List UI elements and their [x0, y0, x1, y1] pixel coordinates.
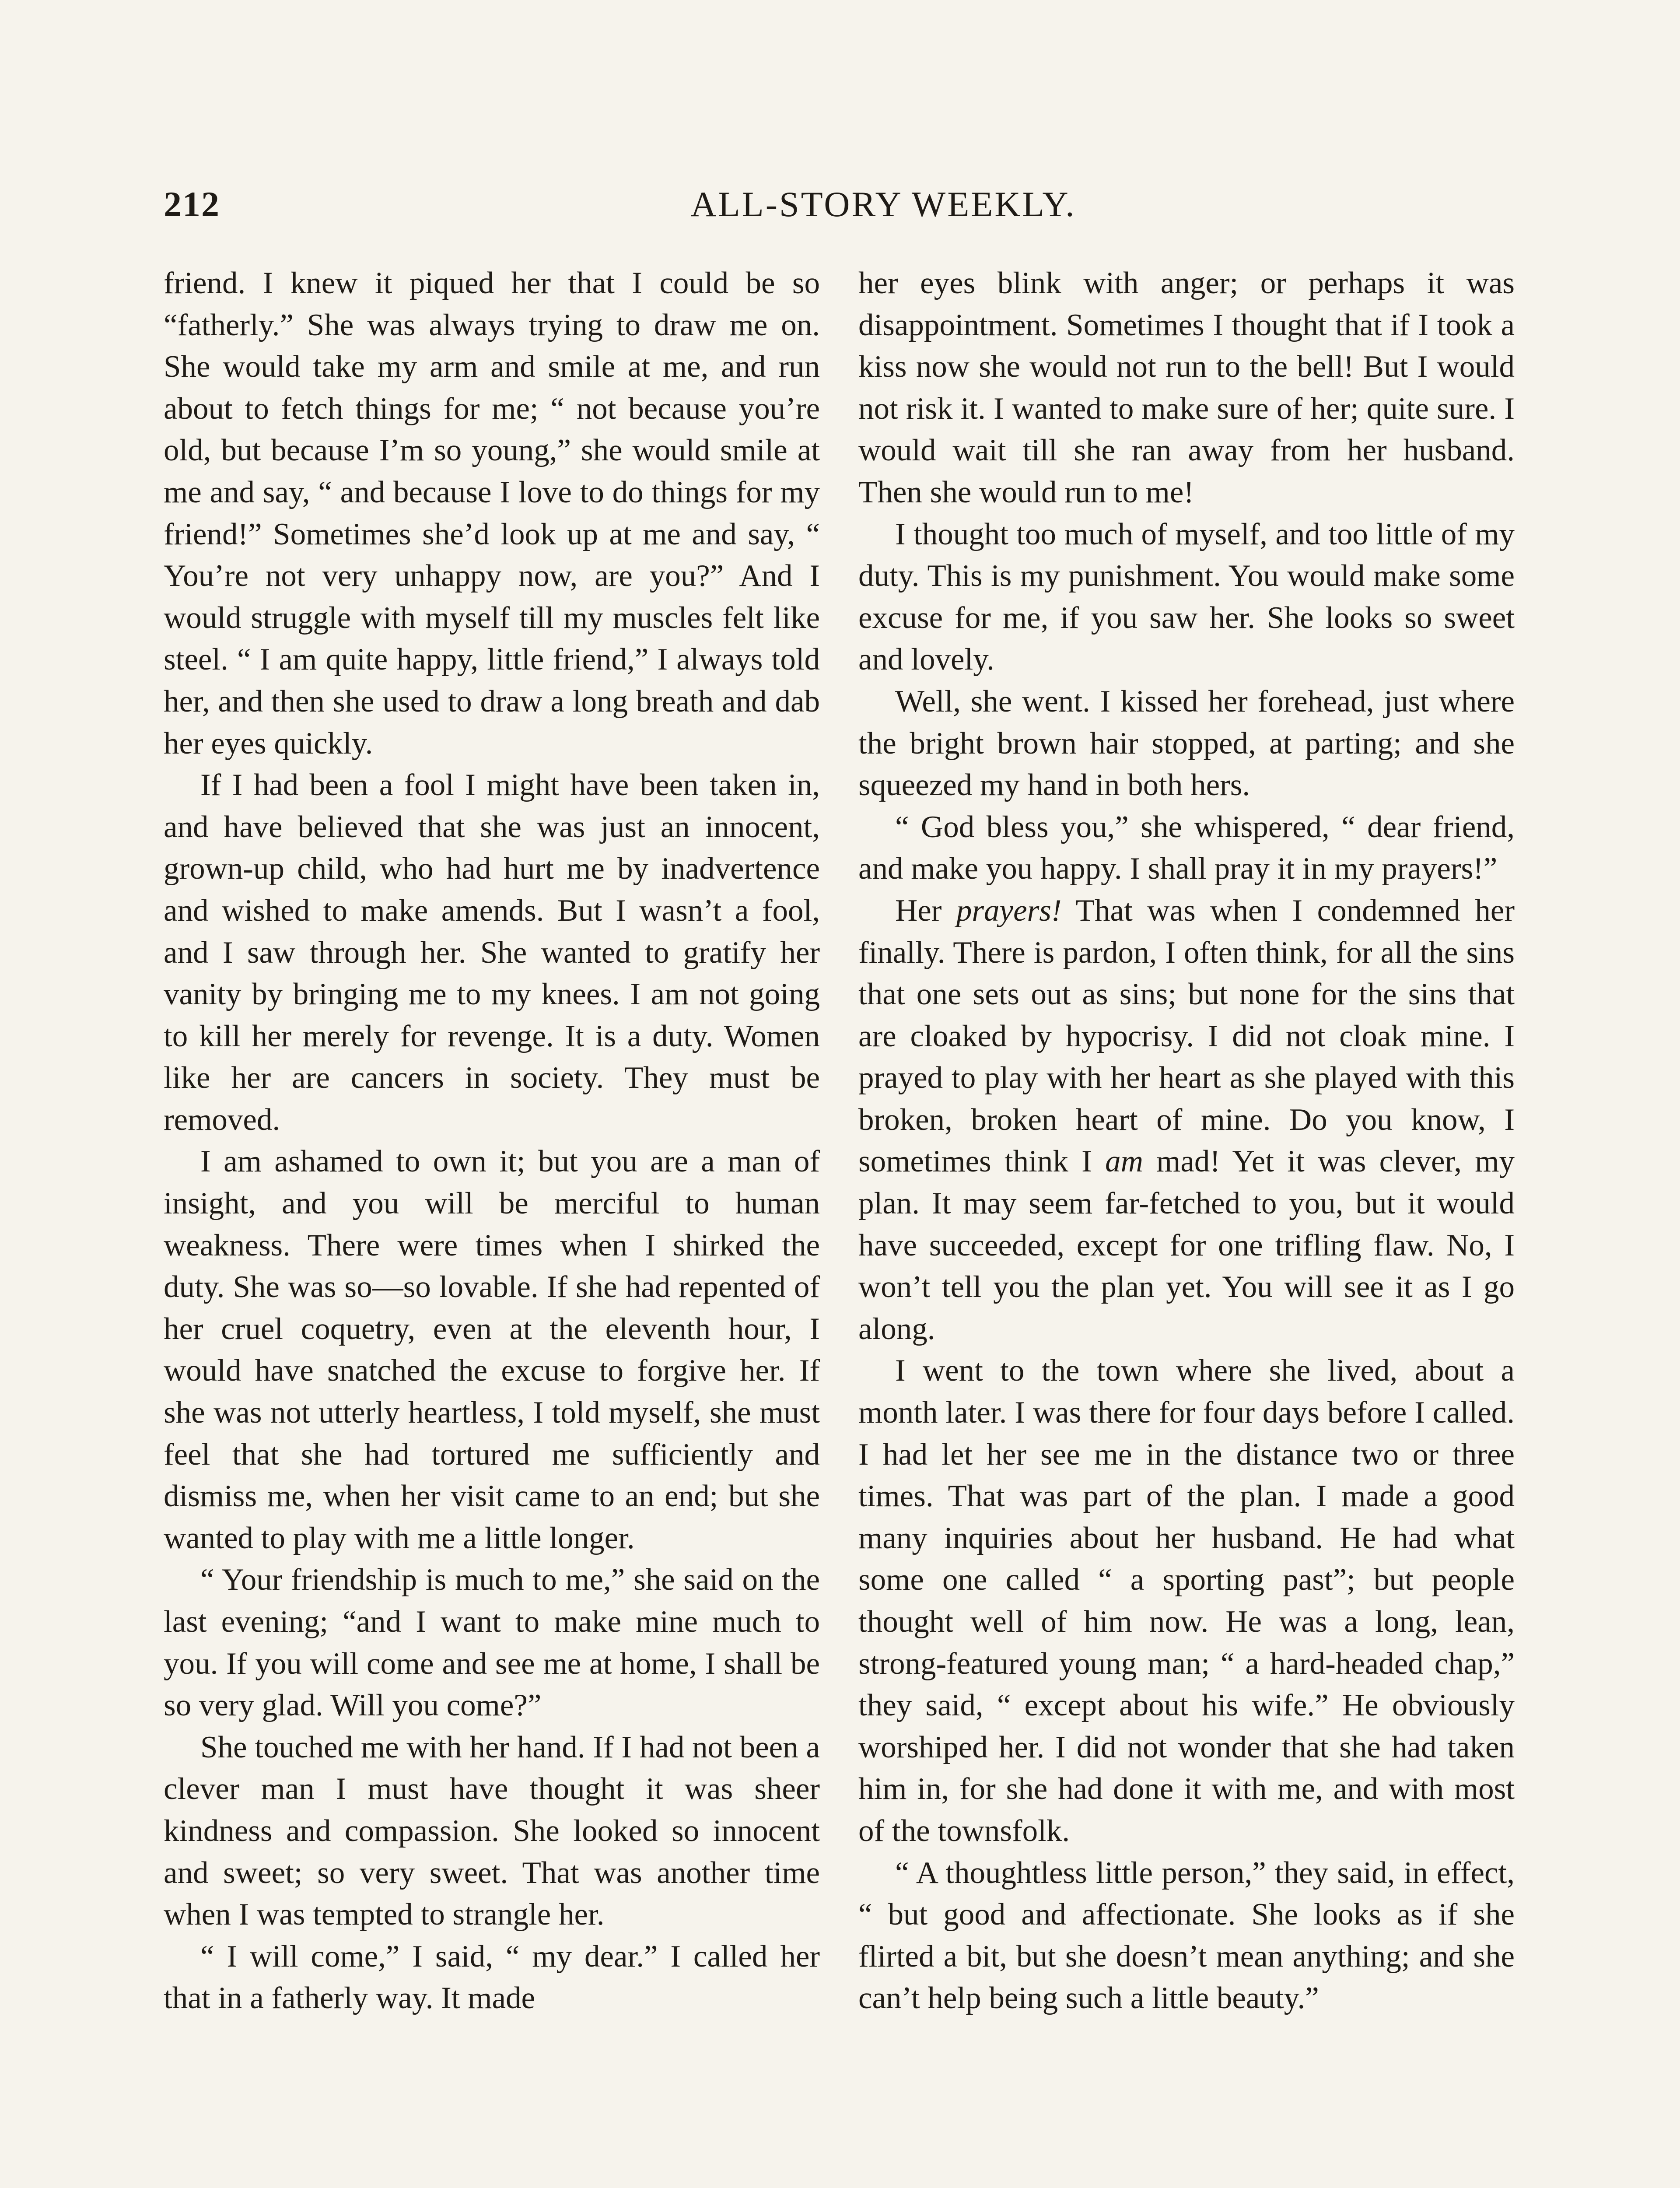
left-column — [164, 263, 820, 2020]
paragraph: “ A thoughtless little person,” they said, in effect, “ but good and affectionate. She looks as if she flirted a bit, but she doesn’t mean anything; and she can’t help being such a little beauty.” — [858, 1855, 1515, 2016]
text-run: Her — [895, 893, 956, 928]
paragraph: She touched me with her hand. If I had not been a clever man I must have thought it was sheer kindness and compassion. She looked so innocent and sweet; so very sweet. That was another time when I was tempted to strangle her. — [164, 1730, 820, 1932]
paragraph: “ I will come,” I said, “ my dear.” I called her that in a fatherly way. It made — [164, 1939, 820, 2016]
page-number: 212 — [164, 184, 220, 224]
paragraph: friend. I knew it piqued her that I could be so “fatherly.” She was always trying to draw me on. She would take my arm and smile at me, and run about to fetch things for me; “ not because you’re old, but because I’m so young,” she would smile at me and say, “ and because I love to do things for my friend!” Sometimes she’d look up at me and say, “ You’re not very unhappy now, are you?” And I would struggle with myself till my muscles felt like steel. “ I am quite happy, little friend,” I always told her, and then she used to draw a long breath and dab her eyes quickly. — [164, 266, 820, 761]
page-header — [164, 184, 1520, 236]
text-run: mad! Yet it was clever, my plan. It may seem far-fetched to you, but it would have succeeded, except for one trifling flaw. No, I won’t tell you the plan yet. You will see it as I go along. — [858, 1144, 1515, 1346]
emphasis: am — [1105, 1144, 1143, 1179]
paragraph — [858, 890, 1515, 1350]
emphasis: prayers! — [956, 893, 1062, 928]
right-column — [858, 263, 1515, 2020]
running-head: ALL-STORY WEEKLY. — [690, 184, 1076, 224]
paragraph: Well, she went. I kissed her forehead, just where the bright brown hair stopped, at parting; and she squeezed my hand in both hers. — [858, 684, 1515, 803]
paragraph: “ Your friendship is much to me,” she said on the last evening; “and I want to make mine much to you. If you will come and see me at home, I shall be so very glad. Will you come?” — [164, 1563, 820, 1723]
paragraph: her eyes blink with anger; or perhaps it was disappointment. Sometimes I thought that if I took a kiss now she would not run to the bell! But I would not risk it. I wanted to make sure of her; quite sure. I would wait till she ran away from her husband. Then she would run to me! — [858, 266, 1515, 509]
paragraph: If I had been a fool I might have been taken in, and have believed that she was just an innocent, grown-up child, who had hurt me by inadvertence and wished to make amends. But I wasn’t a fool, and I saw through her. She wanted to gratify her vanity by bringing me to my knees. I am not going to kill her merely for revenge. It is a duty. Women like her are cancers in society. They must be removed. — [164, 768, 820, 1137]
paragraph: I thought too much of myself, and too little of my duty. This is my punishment. You would make some excuse for me, if you saw her. She looks so sweet and lovely. — [858, 517, 1515, 677]
text-run: That was when I condemned her finally. There is pardon, I often think, for all the sins that one sets out as sins; but none for the sins that are cloaked by hypocrisy. I did not cloak mine. I prayed to play with her heart as she played with this broken, broken heart of mine. Do you know, I sometimes think I — [858, 893, 1515, 1179]
paragraph: “ God bless you,” she whispered, “ dear friend, and make you happy. I shall pray it in my prayers!” — [858, 810, 1515, 886]
paragraph: I went to the town where she lived, about a month later. I was there for four days before I called. I had let her see me in the distance two or three times. That was part of the plan. I made a good many inquiries about her husband. He had what some one called “ a sporting past”; but people thought well of him now. He was a long, lean, strong-featured young man; “ a hard-headed chap,” they said, “ except about his wife.” He obviously worshiped her. I did not wonder that she had taken him in, for she had done it with me, and with most of the townsfolk. — [858, 1353, 1515, 1848]
paragraph: I am ashamed to own it; but you are a man of insight, and you will be merciful to human weakness. There were times when I shirked the duty. She was so—so lovable. If she had repented of her cruel coquetry, even at the eleventh hour, I would have snatched the excuse to forgive her. If she was not utterly heartless, I told myself, she must feel that she had tortured me sufficiently and dismiss me, when her visit came to an end; but she wanted to play with me a little longer. — [164, 1144, 820, 1555]
